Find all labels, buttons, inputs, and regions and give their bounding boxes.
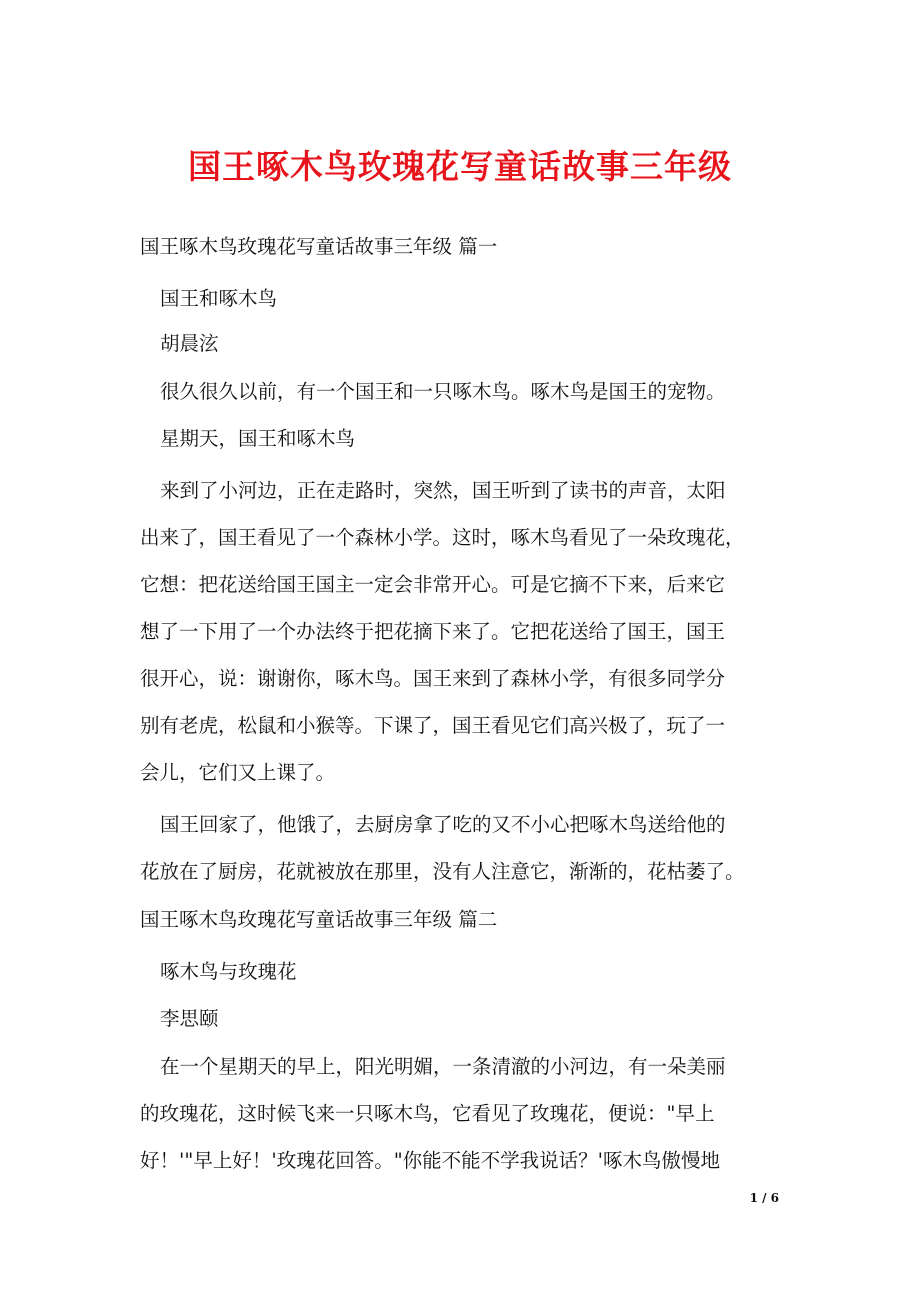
page-number: 1 / 6 <box>749 1191 779 1205</box>
paragraph-2-1-line: 好！'"早上好！'玫瑰花回答。"你能不能不学我说话？'啄木鸟傲慢地 <box>140 1149 721 1172</box>
paragraph-1-3-line: 很开心，说：谢谢你，啄木鸟。国王来到了森林小学，有很多同学分 <box>140 667 726 690</box>
section-heading-1: 国王啄木鸟玫瑰花写童话故事三年级 篇一 <box>140 235 498 258</box>
story-title-2: 啄木鸟与玫瑰花 <box>160 960 297 983</box>
paragraph-1-4-line: 国王回家了，他饿了，去厨房拿了吃的又不小心把啄木鸟送给他的 <box>160 813 726 836</box>
paragraph-1-1: 很久很久以前，有一个国王和一只啄木鸟。啄木鸟是国王的宠物。 <box>160 380 726 403</box>
paragraph-1-3-line: 会儿，它们又上课了。 <box>140 761 336 784</box>
paragraph-1-3-line: 别有老虎，松鼠和小猴等。下课了，国王看见它们高兴极了，玩了一 <box>140 714 726 737</box>
paragraph-2-1-line: 在一个星期天的早上，阳光明媚，一条清澈的小河边，有一朵美丽 <box>160 1055 726 1078</box>
paragraph-2-1-line: 的玫瑰花，这时候飞来一只啄木鸟，它看见了玫瑰花，便说："早上 <box>140 1102 715 1125</box>
paragraph-1-2: 星期天，国王和啄木鸟 <box>160 427 356 450</box>
document-title: 国王啄木鸟玫瑰花写童话故事三年级 <box>188 147 732 186</box>
paragraph-1-3-line: 想了一下用了一个办法终于把花摘下来了。它把花送给了国王，国王 <box>140 620 726 643</box>
paragraph-1-3-line: 来到了小河边，正在走路时，突然，国王听到了读书的声音，太阳 <box>160 479 726 502</box>
author-1: 胡晨泫 <box>160 332 219 355</box>
author-2: 李思颐 <box>160 1007 219 1030</box>
section-heading-2: 国王啄木鸟玫瑰花写童话故事三年级 篇二 <box>140 908 498 931</box>
paragraph-1-4-line: 花放在了厨房，花就被放在那里，没有人注意它，渐渐的，花枯萎了。 <box>140 860 745 883</box>
paragraph-1-3-line: 它想：把花送给国王国主一定会非常开心。可是它摘不下来，后来它 <box>140 573 726 596</box>
story-title-1: 国王和啄木鸟 <box>160 287 278 310</box>
paragraph-1-3-line: 出来了，国王看见了一个森林小学。这时，啄木鸟看见了一朵玫瑰花， <box>140 526 745 549</box>
